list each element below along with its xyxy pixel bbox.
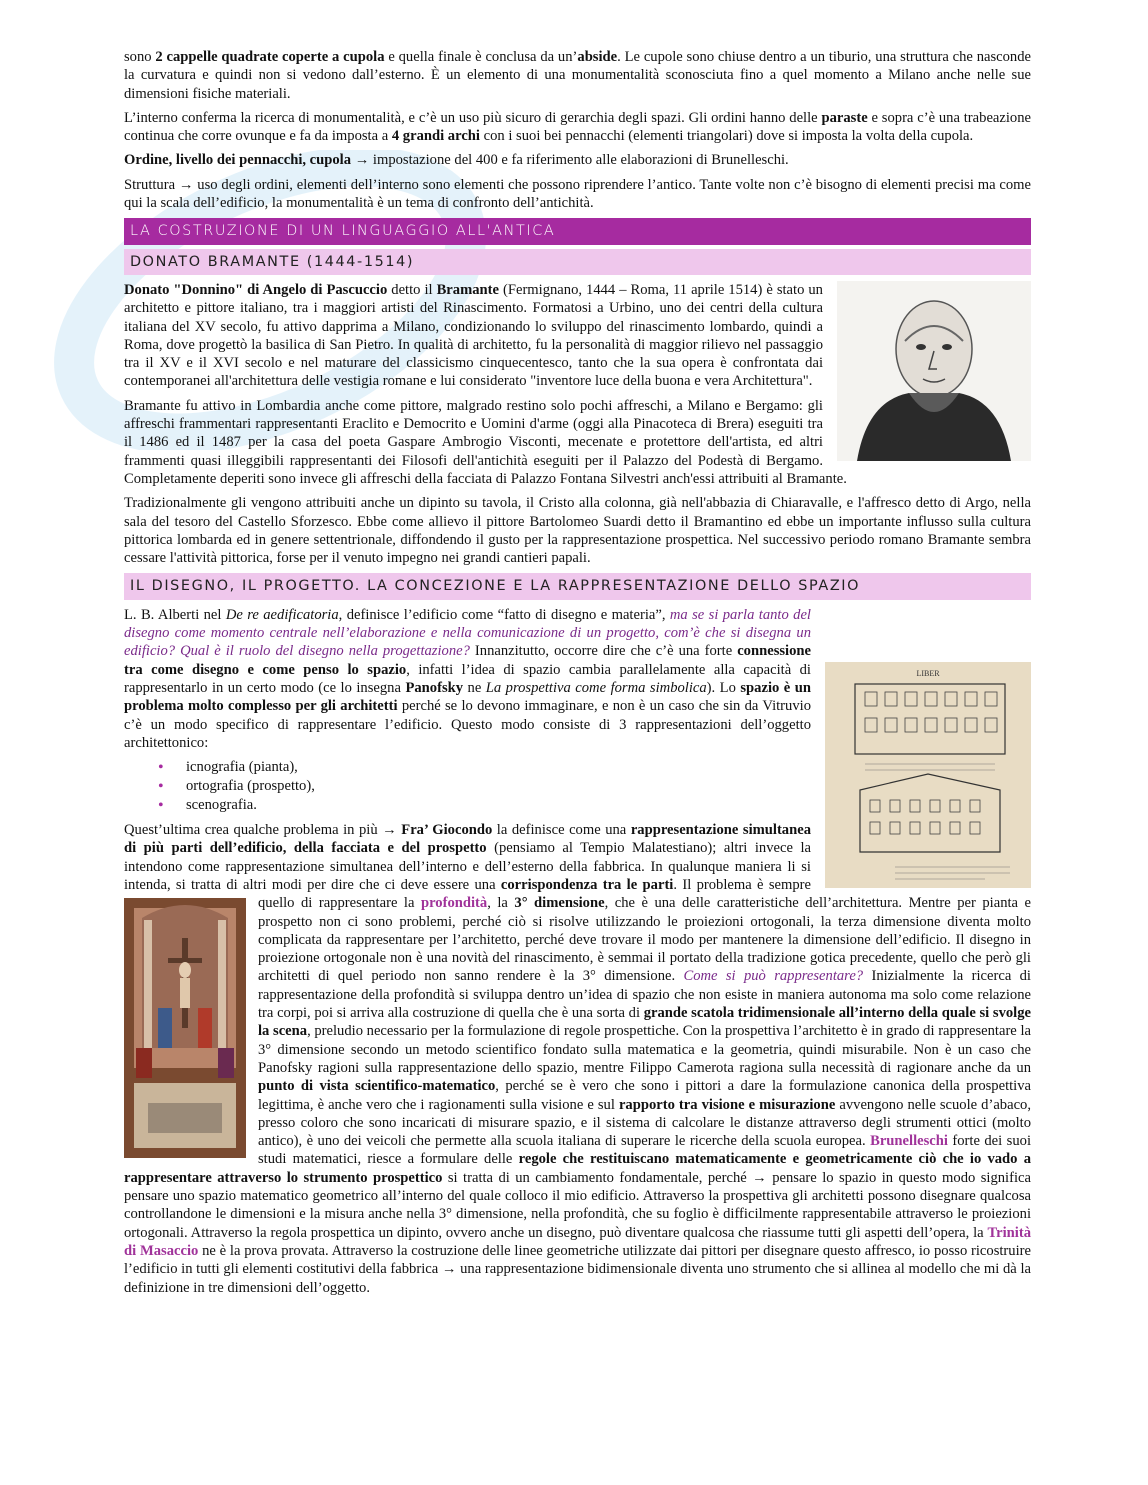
paragraph-bramante-attribuzioni: Tradizionalmente gli vengono attribuiti anche un dipinto su tavola, il Cristo alla colonna, già nell'abbazia di Chiaravalle, e l'affresco detto di Argo, nella sala del tesoro del Castello Sforzesco. Ebbe come allievo il pittore Bartolomeo Suardi detto il Bramantino ed ebbe un importante influsso sulla cultura pittorica lombarda ed in genere settentrionale, diffondendo il gusto per la rappresentazione prospettica. Nel successivo periodo romano Bramante sembra cessare l'attività pittorica, forse per il venuto impegno nei grandi cantieri papali.	[124, 495, 1031, 567]
arrow-right-icon: →	[178, 176, 194, 193]
paragraph-interno: L’interno conferma la ricerca di monumentalità, e c’è un uso più sicuro di gerarchia degli spazi. Gli ordini hanno delle paraste e sopra c’è una trabeazione continua che corre ovunque e fa da imposta a 4 grandi archi con i suoi bei pennacchi (elementi triangolari) dove si imposta la volta della cupola.	[124, 109, 1032, 145]
rappresentazioni-list	[158, 758, 1031, 815]
paragraph-chiesa-cupole: sono 2 cappelle quadrate coperte a cupola e quella finale è conclusa da un’abside. Le cupole sono chiuse dentro a un tiburio, una struttura che nasconde la curvatura e quindi non si vedono dall’esterno. È un elemento di una monumentalità sconosciuta fino a quel momento a Milano anche nelle sue dimensioni fisiche materiali.	[124, 49, 1031, 102]
paragraph-bramante-bio: Donato "Donnino" di Angelo di Pascuccio detto il Bramante (Fermignano, 1444 – Roma, 11 aprile 1514) è stato un architetto e pittore italiano, tra i maggiori artisti del Rinascimento. Formatosi a Urbino, uno dei centri della cultura italiana del XV secolo, fu attivo dapprima a Milano, condizionando lo sviluppo del rinascimento lombardo, quindi a Roma, dove progettò la basilica di San Pietro. In qualità di architetto, fu la personalità di maggior rilievo nel passaggio tra il XV e il XVI secolo e nel maturare del classicismo cinquecentesco, tanto che la sua opera è confrontata dai contemporanei all'architettura delle vestigia romane e lui considerato "inventore luce della buona e vera Architettura".	[124, 281, 823, 390]
trinity-fresco-image	[124, 898, 246, 1158]
portrait-engraving-icon	[837, 281, 1031, 461]
section-heading-bramante: DONATO BRAMANTE (1444-1514)	[124, 249, 1031, 275]
arrow-right-icon: →	[752, 1169, 767, 1186]
paragraph-bramante-pittore: Bramante fu attivo in Lombardia anche come pittore, malgrado restino solo pochi affreschi, a Milano e Bergamo: gli affreschi frammentari rappresentanti Eraclito e Democrito e Uomini d'arme (oggi alla Pinacoteca di Brera) eseguiti tra il 1486 ed il 1487 per la casa del poeta Gaspare Ambrogio Visconti, mecenate e protettore dell'artista, ed altri frammenti quasi illeggibili rappresentanti dei Filosofi dell'antichità eseguiti per il Palazzo del Podestà di Bergamo. Completamente deperiti sono invece gli affreschi della facciata di Palazzo Fontana Silvestri anch'essi attribuiti al Bramante.	[124, 397, 847, 487]
arrow-right-icon: →	[354, 152, 370, 169]
paragraph-struttura: Struttura → uso degli ordini, elementi dell’interno sono elementi che possono riprendere l’antico. Tante volte non c’è bisogno di elementi precisi ma come qui la scala dell’edificio, la monumentalità è un tema di confronto dell’antichità.	[124, 176, 1031, 212]
trinity-fresco-icon	[124, 898, 246, 1158]
paragraph-ordine: Ordine, livello dei pennacchi, cupola → impostazione del 400 e fa riferimento alle elaborazioni di Brunelleschi.	[124, 152, 789, 169]
section-heading-disegno: IL DISEGNO, IL PROGETTO. LA CONCEZIONE E LA RAPPRESENTAZIONE DELLO SPAZIO	[124, 573, 1031, 599]
book-caption: LIBER	[916, 668, 940, 678]
arrow-right-icon: →	[382, 822, 397, 839]
arrow-right-icon: →	[441, 1261, 457, 1278]
document-page	[124, 48, 1031, 1303]
paragraph-scenografia: Quest’ultima crea qualche problema in più → Fra’ Giocondo la definisce come una rappresentazione simultanea di più parti dell’edificio, della facciata e del prospetto (pensiamo al Tempio Malatestiano); altri invece la intendono come rappresentazione simultanea dell’interno e dell’esterno della fabbrica. In qualunque maniera li si intenda, si tratta di altri modi per dire che ci deve essere una corrispondenza tra le parti. Il problema è sempre quello di rappresentare la profondità, la 3° dimensione , che è una delle caratteristiche dell’architettura. Mentre per pianta e prospetto non ci sono problemi, perché ciò si risolve utilizzando le proiezioni ortogonali, la terza dimensione diventa molto complicata da rappresentare per l’architetto, perché deve trovare il modo per mantenere la dimensione dell’edificio. Il disegno in proiezione ortogonale non è una novità del rinascimento, è semmai il portato della tradizione gotica precedente, quello che però gli architetti di quel periodo non sanno rendere è la 3° dimensione. Come si può rappresentare? Inizialmente la ricerca di rappresentazione della profondità si sviluppa dentro un’idea di spazio che non esiste in maniera autonoma ma solo come relazione tra corpi, poi si arriva alla costruzione di quella che è una sorta di grande scatola tridimensionale all’interno della quale si svolge la scena, preludio necessario per la formulazione di regole prospettiche. Con la prospettiva l’architetto è in grado di rappresentare la 3° dimensione secondo un metodo scientifico fondato sulla matematica e la geometria, quindi misurabile. Non è un caso che Panofsky ragioni sulla rappresentazione dello spazio, mentre Filippo Camerota ragiona sulla necessità di ragionare anche da un punto di vista scientifico-matematico, perché se è vero che sono i pittori a dare la formulazione canonica della prospettiva legittima, è anche vero che i ragionamenti sulla visione e sul rapporto tra visione e misurazione avvengono nelle scuole d’abaco, presso coloro che sono incaricati di misurare spazio, e il sistema di calcolare le distanze attraverso degli strumenti ottici (molto antico), è uno dei veicoli che permette alla scuola italiana di superare le ricerche della scuola europea. Brunelleschi forte dei suoi studi matematici, riesce a formulare delle regole che restituiscano matematicamente e geometricamente ciò che io vado a rappresentare attraverso lo strumento prospettico si tratta di un cambiamento fondamentale, perché → pensare lo spazio in questo modo significa pensare uno spazio matematico geometrico all’interno del quale colloco il mio edificio. Attraverso la prospettiva gli architetti possono disegnare qualcosa controllandone le dimensioni e la misura anche nella 3° dimensione, nella profondità, che su foglio è difficilmente rappresentabile attraverso le proiezioni ortogonali. Attraverso la regola prospettica un dipinto, ovvero anche un disegno, può diventare qualcosa che riassume tutti gli aspetti dell’opera, la Trinità di Masaccio ne è la prova provata. Attraverso la costruzione delle linee geometriche utilizzate dai pittori per disegnare questo affresco, io posso ricostruire l’edificio in tutti gli elementi costitutivi della fabbrica → una rappresentazione bidimensionale diventa uno strumento che si allinea al modello che mi dà la definizione in tre dimensioni dell’oggetto.	[124, 822, 1032, 1296]
list-item: • scenografia.	[158, 796, 1031, 815]
list-item: • icnografia (pianta),	[158, 758, 1031, 777]
paragraph-alberti: L. B. Alberti nel De re aedificatoria, definisce l’edificio come “fatto di disegno e materia”, ma se si parla tanto del disegno come momento centrale nell’elaborazione e nella comunicazione di un progetto, com’è che si disegna un edificio? Qual è il ruolo del disegno nella progettazione? Innanzitutto, occorre dire che c’è una forte connessione tra come disegno e come penso lo spazio, infatti l’idea di spazio cambia parallelamente alla capacità di rappresentarlo in un certo modo (ce lo insegna Panofsky ne La prospettiva come forma simbolica). Lo spazio è un problema molto complesso per gli architetti perché se lo devono immaginare, e non è un caso che sin da Vitruvio c’è un modo specifico di rappresentare l’edificio. Questo modo consiste di 3 rappresentazioni dell’oggetto architettonico:	[124, 606, 811, 751]
bramante-portrait	[837, 281, 1031, 461]
section-heading-linguaggio: LA COSTRUZIONE DI UN LINGUAGGIO ALL'ANTICA	[124, 218, 1031, 244]
list-item: • ortografia (prospetto),	[158, 777, 1031, 796]
